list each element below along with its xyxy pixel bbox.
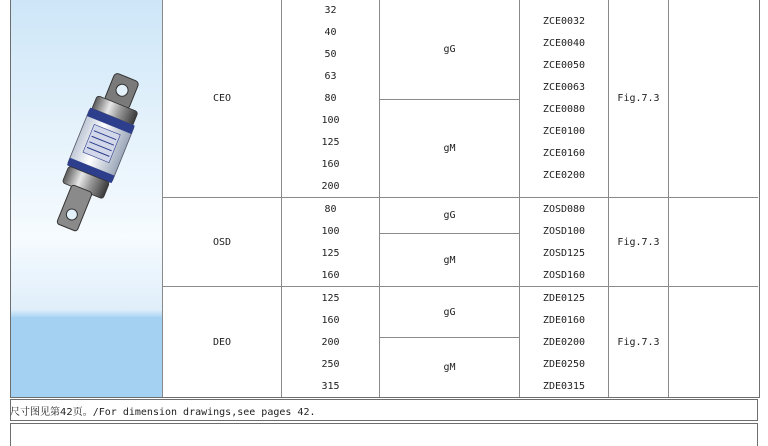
utilization-class: gG xyxy=(443,44,456,55)
rating-cell: 160 xyxy=(321,269,340,281)
rating-cell: 125 xyxy=(321,247,340,259)
rating-cell: 40 xyxy=(324,26,337,38)
reference-code: ZCE0032 xyxy=(542,15,586,27)
footnote-cn: 尺寸图见第42页。 xyxy=(10,407,93,418)
rating-cell: 100 xyxy=(321,225,340,237)
reference-code: ZOSD160 xyxy=(542,269,586,281)
reference-code: ZDE0160 xyxy=(542,314,586,326)
utilization-class: gG xyxy=(443,306,456,318)
fuse-type: OSD xyxy=(212,236,232,248)
rating-cell: 80 xyxy=(324,92,337,104)
col-divider xyxy=(668,0,669,397)
bottom-row xyxy=(10,423,758,446)
rating-cell: 125 xyxy=(321,292,340,304)
figure-ref: Fig.7.3 xyxy=(617,236,660,248)
rating-cell: 63 xyxy=(324,70,337,82)
utilization-class: gM xyxy=(443,254,456,266)
reference-code: ZDE0315 xyxy=(542,380,586,392)
reference-code: ZCE0040 xyxy=(542,37,586,49)
fuse-type: DEO xyxy=(212,336,232,348)
reference-code: ZCE0160 xyxy=(542,147,586,159)
rating-cell: 200 xyxy=(321,180,340,192)
rating-cell: 315 xyxy=(321,380,340,392)
rating-cell: 100 xyxy=(321,114,340,126)
rating-cell: 160 xyxy=(321,314,340,326)
reference-code: ZOSD080 xyxy=(542,203,586,215)
utilization-class: gM xyxy=(443,362,456,373)
rating-cell: 250 xyxy=(321,358,340,370)
rating-cell: 125 xyxy=(321,136,340,148)
reference-code: ZCE0200 xyxy=(542,169,586,181)
reference-code: ZCE0100 xyxy=(542,125,586,137)
reference-code: ZCE0063 xyxy=(542,81,586,93)
reference-code: ZOSD125 xyxy=(542,247,586,259)
rating-cell: 50 xyxy=(324,48,337,60)
footnote xyxy=(10,403,316,418)
rating-cell: 160 xyxy=(321,158,340,170)
reference-code: ZOSD100 xyxy=(542,225,586,237)
rating-cell: 32 xyxy=(324,4,337,16)
utilization-class: gM xyxy=(443,143,456,154)
reference-code: ZCE0080 xyxy=(542,103,586,115)
rating-cell: 200 xyxy=(321,336,340,348)
figure-ref: Fig.7.3 xyxy=(617,336,660,348)
reference-code: ZDE0250 xyxy=(542,358,586,370)
figure-ref: Fig.7.3 xyxy=(617,93,660,104)
rating-cell: 80 xyxy=(324,203,337,215)
reference-code: ZDE0200 xyxy=(542,336,586,348)
fuse-type: CEO xyxy=(212,93,232,104)
reference-code: ZDE0125 xyxy=(542,292,586,304)
footnote-en: /For dimension drawings,see pages 42. xyxy=(92,407,316,418)
reference-code: ZCE0050 xyxy=(542,59,586,71)
utilization-class: gG xyxy=(443,210,456,221)
